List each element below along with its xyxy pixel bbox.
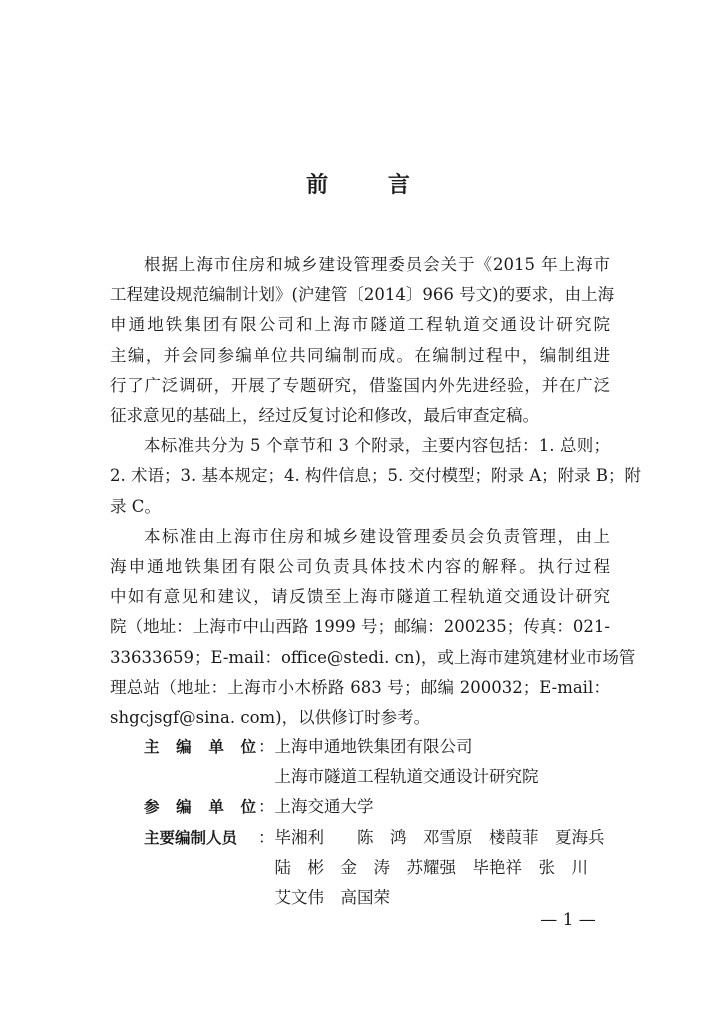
drafter-name: 夏海兵 (555, 827, 605, 847)
drafter-name: 陈 鸿 (357, 827, 407, 847)
chief-units-row (144, 732, 614, 762)
drafter-name: 陆 彬 (274, 857, 324, 877)
unit-name: 上海交通大学 (274, 797, 374, 817)
unit-name: 上海申通地铁集团有限公司 (274, 737, 473, 756)
preface-body (110, 250, 641, 733)
text-line: 工程建设规范编制计划》(沪建管〔2014〕966 号文)的要求，由上海 (110, 285, 615, 305)
drafter-name: 张 川 (538, 857, 588, 877)
chief-units-row-2 (144, 762, 614, 792)
label-char: 位 (240, 738, 256, 756)
drafters-label: 主要编制人员 (144, 828, 238, 847)
text-line: 理总站（地址：上海市小木桥路 683 号；邮编 200032；E-mail： (110, 677, 610, 697)
label-char: 参 (144, 798, 160, 817)
label-char: 编 (176, 738, 192, 756)
credits-block (144, 732, 614, 913)
drafter-name: 金 涛 (340, 857, 390, 877)
drafters-list: ：毕湘利 陈 鸿 邓雪原 楼葭菲 夏海兵 (258, 827, 605, 847)
text-line: 录 C。 (110, 496, 161, 516)
text-line: 本标准共分为 5 个章节和 3 个附录，主要内容包括：1. 总则； (144, 436, 610, 456)
drafter-name: 楼葭菲 (489, 827, 539, 847)
drafter-name: 高国荣 (340, 887, 390, 907)
label-char: 单 (208, 798, 224, 817)
text-line: 征求意见的基础上，经过反复讨论和修改，最后审查定稿。 (110, 406, 539, 426)
label-char: 主 (144, 738, 160, 756)
label-char: 单 (208, 738, 224, 756)
drafters-list (256, 883, 390, 913)
text-line: shgcjsgf@sina. com)，以供修订时参考。 (110, 708, 431, 728)
paragraph-3 (110, 522, 636, 733)
chief-unit (256, 762, 539, 792)
page-number: — 1 — (540, 910, 596, 930)
text-line: 海申通地铁集团有限公司负责具体技术内容的解释。执行过程 (110, 557, 610, 577)
chief-units-label (144, 732, 256, 762)
drafters-list (256, 853, 588, 883)
drafter-name: 苏耀强 (406, 857, 456, 877)
label-char: 位 (240, 798, 256, 817)
text-line: 33633659；E-mail：office@stedi. cn)，或上海市建筑建材业市场管 (110, 647, 636, 667)
drafters-row-3 (144, 883, 614, 913)
text-line: 根据上海市住房和城乡建设管理委员会关于《2015 年上海市 (144, 255, 610, 274)
label-char: 编 (176, 798, 192, 817)
drafter-name: 毕湘利 (274, 827, 324, 847)
participating-unit: ：上海交通大学 (258, 797, 374, 817)
page-title: 前 言 (306, 173, 436, 198)
drafter-name: 毕艳祥 (472, 857, 522, 877)
text-line: 院（地址：上海市中山西路 1999 号；邮编：200235；传真：021- (110, 617, 610, 637)
text-line: 中如有意见和建议，请反馈至上海市隧道工程轨道交通设计研究 (110, 587, 610, 607)
text-line: 行了广泛调研，开展了专题研究，借鉴国内外先进经验，并在广泛 (110, 375, 610, 395)
drafters-row-2 (144, 853, 614, 883)
paragraph-2 (110, 431, 641, 522)
participating-units-row (144, 792, 614, 822)
unit-name: 上海市隧道工程轨道交通设计研究院 (274, 767, 539, 787)
text-line: 主编，并会同参编单位共同编制而成。在编制过程中，编制组进 (110, 345, 610, 365)
text-line: 本标准由上海市住房和城乡建设管理委员会负责管理，由上 (144, 526, 610, 546)
drafters-row-1 (144, 823, 614, 853)
drafter-name: 艾文伟 (274, 887, 324, 907)
text-line: 2. 术语；3. 基本规定；4. 构件信息；5. 交付模型；附录 A；附录 B；附 (110, 466, 641, 486)
chief-unit: ：上海申通地铁集团有限公司 (258, 737, 473, 756)
text-line: 申通地铁集团有限公司和上海市隧道工程轨道交通设计研究院 (110, 315, 610, 335)
paragraph-1 (110, 250, 615, 431)
drafter-name: 邓雪原 (423, 827, 473, 847)
participating-units-label (144, 792, 256, 822)
